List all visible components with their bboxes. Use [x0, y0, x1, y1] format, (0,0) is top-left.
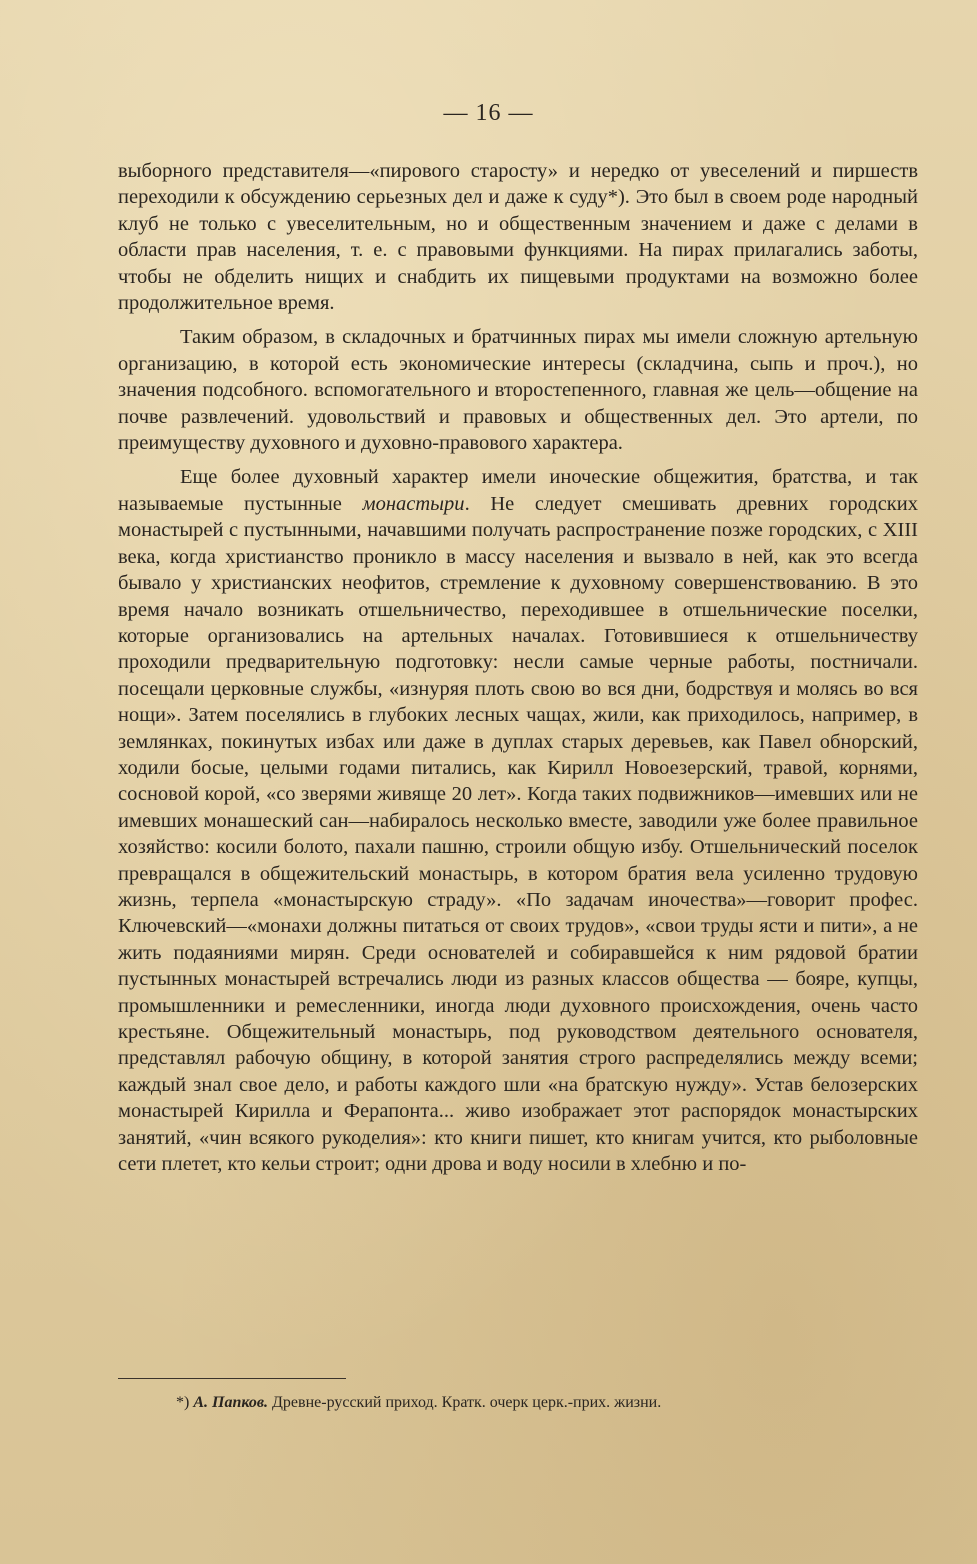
page-number: — 16 —	[443, 100, 534, 126]
footnote-author: А. Папков.	[193, 1394, 268, 1411]
footnote-text: Древне-русский приход. Кратк. очерк церк.-прих. жизни.	[272, 1394, 662, 1411]
footnote-divider	[118, 1378, 346, 1379]
paragraph-3-part-1: Еще более духовный характер имели иноческие общежития, братства, и так называемые пустынные	[118, 466, 918, 515]
paragraph-2: Таким образом, в складочных и братчинных пирах мы имели сложную артельную организацию, в которой есть экономические интересы (складчина, сыпь и проч.), но значения подсобного. вспомогательного и второстепенного, главная же цель—общение на почве развлечений. удовольствий и правовых и общественных дел. Это артели, по преимуществу духовного и духовно-правового характера.	[118, 326, 918, 455]
main-text	[118, 158, 918, 1185]
footnote	[176, 1392, 916, 1414]
paragraph-1: выборного представителя—«пирового старосту» и нередко от увеселений и пиршеств переходили к обсуждению серьезных дел и даже к суду*). Это был в своем роде народный клуб не только с увеселительным, но и общественным значением и даже с делами в области прав населения, т. е. с правовыми функциями. На пирах прилагались заботы, чтобы не обделить нищих и снабдить их пищевыми продуктами на возможно более продолжительное время.	[118, 160, 918, 315]
footnote-marker: *)	[176, 1394, 190, 1411]
paragraph-3-italic-term: монастыри	[362, 492, 465, 515]
paragraph-3	[118, 464, 918, 1177]
paragraph-3-part-2: . Не следует смешивать древних городских монастырей с пустынными, начавшими получать распространение позже городских, с XIII века, когда христианство проникло в массу населения и вызвало в ней, как это всегда бывало у христианских неофитов, стремление к духовному совершенствованию. В это время начало возникать отшельничество, переходившее в отшельнические поселки, которые организовались на артельных началах. Готовившиеся к отшельничеству проходили предварительную подготовку: несли самые черные работы, постничали. посещали церковные службы, «изнуряя плоть свою во вся дни, бодрствуя и молясь во вся нощи». Затем поселялись в глубоких лесных чащах, жили, как приходилось, например, в землянках, покинутых избах или даже в дуплах старых деревьев, как Павел обнорский, ходили босые, целыми годами питались, как Кирилл Новоезерский, травой, корнями, сосновой корой, «со зверями живяще 20 лет». Когда таких подвижников—имевших или не имевших монашеский сан—набиралось несколько вместе, заводили уже более правильное хозяйство: косили болото, пахали пашню, строили общую избу. Отшельнический поселок превращался в общежительский монастырь, в котором братия вела усиленно трудовую жизнь, терпела «монастырскую страду». «По задачам иночества»—говорит профес. Ключевский—«монахи должны питаться от своих трудов», «свои труды ясти и пити», а не жить подаяниями мирян. Среди основателей и собиравшейся к ним рядовой братии пустынных монастырей встречались люди из разных классов общества — бояре, купцы, промышленники и ремесленники, иногда люди духовного происхождения, очень часто крестьяне. Общежительный монастырь, под руководством деятельного основателя, представлял рабочую общину, в которой занятия строго распределялись между всеми; каждый знал свое дело, и работы каждого шли «на братскую нужду». Устав белозерских монастырей Кирилла и Ферапонта... живо изображает этот распорядок монастырских занятий, «чин всякого рукоделия»: кто книги пишет, кто книгам учится, кто рыболовные сети плетет, кто кельи строит; одни дрова и воду носили в хлебню и по-	[118, 492, 918, 1176]
